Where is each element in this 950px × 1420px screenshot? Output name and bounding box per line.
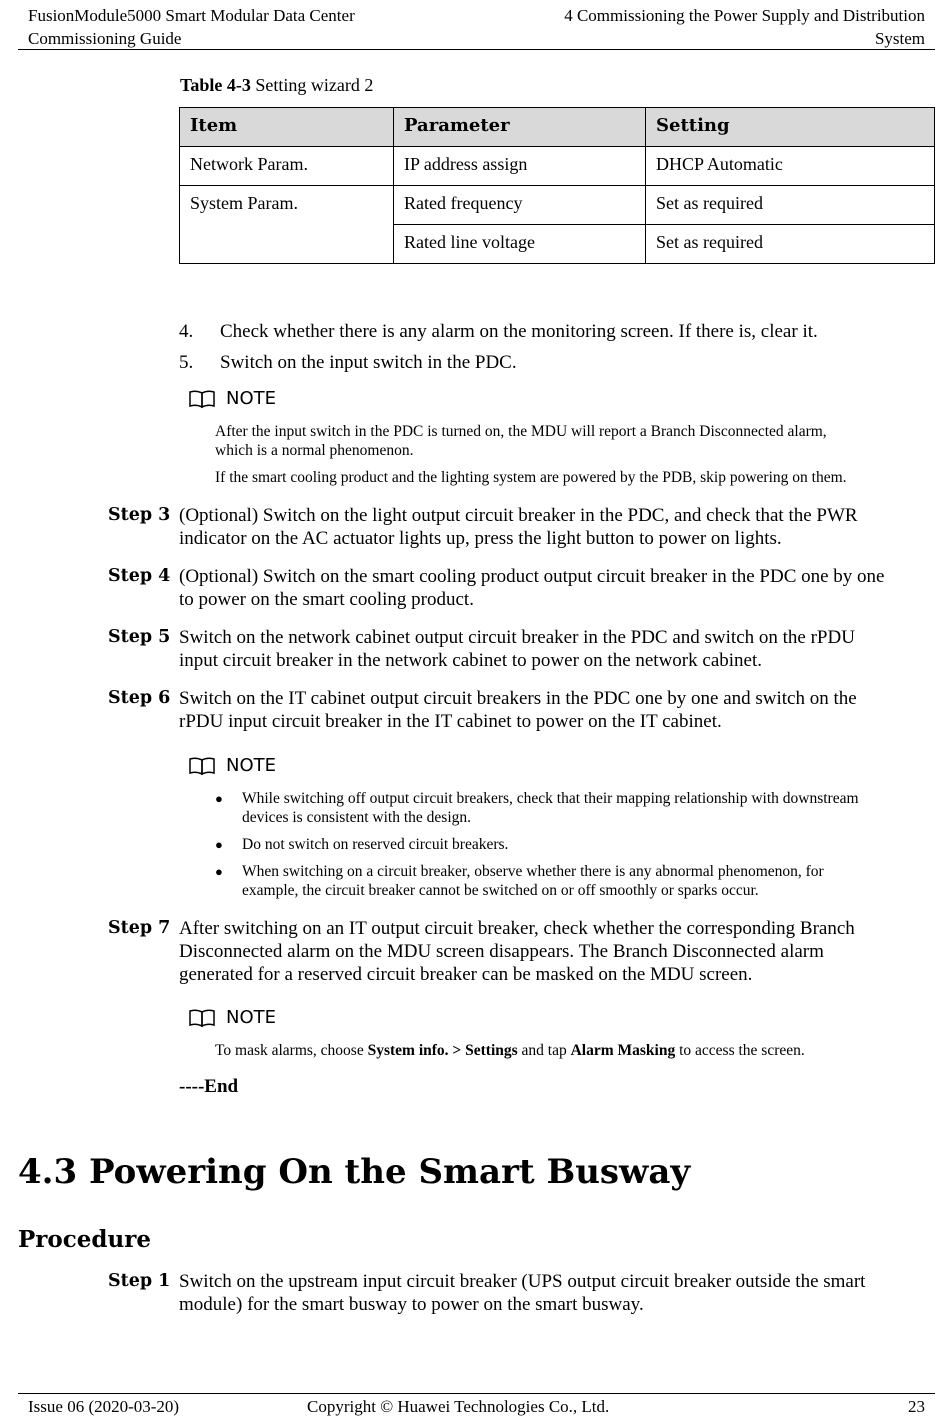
table-header-cell: Setting <box>646 108 935 147</box>
section-title: 4.3 Powering On the Smart Busway <box>18 1152 691 1192</box>
chapter-title-line: System <box>874 29 925 48</box>
list-item <box>215 835 930 854</box>
doc-title-line: FusionModule5000 Smart Modular Data Center <box>28 6 355 25</box>
book-icon <box>188 389 216 409</box>
list-item <box>215 789 930 827</box>
substep-number: 5. <box>179 352 194 373</box>
step-text-line: Switch on the upstream input circuit breaker (UPS output circuit breaker outside the smart <box>179 1271 866 1292</box>
note-label: NOTE <box>226 1007 277 1028</box>
bullet-icon: ● <box>215 791 223 806</box>
footer-rule <box>18 1393 935 1394</box>
table-caption-text: Setting wizard 2 <box>255 75 374 95</box>
table-cell: Set as required <box>646 186 935 225</box>
step-text-line: rPDU input circuit breaker in the IT cabinet to power on the IT cabinet. <box>179 711 722 732</box>
step-text <box>179 565 929 611</box>
substep-number: 4. <box>179 321 194 342</box>
bullet-icon: ● <box>215 837 223 852</box>
footer-copyright: Copyright © Huawei Technologies Co., Ltd. <box>307 1397 610 1416</box>
note-bullet-list <box>215 789 930 900</box>
table-cell: Network Param. <box>180 147 394 186</box>
end-marker: ----End <box>179 1076 239 1097</box>
note-text-line: While switching off output circuit breakers, check that their mapping relationship with downstream <box>242 790 859 807</box>
note-text-line: After the input switch in the PDC is turned on, the MDU will report a Branch Disconnected alarm, <box>215 423 827 440</box>
step-label: Step 5 <box>108 627 171 647</box>
setting-wizard-table <box>179 107 935 264</box>
note-text: and tap <box>517 1042 571 1059</box>
note-text-line: Do not switch on reserved circuit breakers. <box>242 836 509 853</box>
note-body <box>215 1041 930 1060</box>
menu-path: System info. > Settings <box>367 1042 518 1059</box>
book-icon <box>188 1008 216 1028</box>
list-item <box>215 862 930 900</box>
note-label: NOTE <box>226 755 277 776</box>
table-cell: DHCP Automatic <box>646 147 935 186</box>
note-text: to access the screen. <box>675 1042 805 1059</box>
chapter-title-line: 4 Commissioning the Power Supply and Distribution <box>564 6 925 25</box>
step-text-line: Disconnected alarm on the MDU screen disappears. The Branch Disconnected alarm <box>179 941 824 962</box>
footer-issue: Issue 06 (2020-03-20) <box>28 1397 180 1416</box>
table-row <box>180 186 935 225</box>
table-caption <box>180 75 373 96</box>
step-text <box>179 504 929 550</box>
step-text <box>179 626 929 672</box>
note-header <box>188 388 276 409</box>
note-text-line: When switching on a circuit breaker, observe whether there is any abnormal phenomenon, for <box>242 863 824 880</box>
table-header-row <box>180 108 935 147</box>
table-cell: System Param. <box>180 186 394 264</box>
step-label: Step 7 <box>108 918 171 938</box>
step-text-line: Switch on the IT cabinet output circuit breakers in the PDC one by one and switch on the <box>179 688 857 709</box>
table-cell: Set as required <box>646 225 935 264</box>
table-header-cell: Item <box>180 108 394 147</box>
step-text-line: Switch on the network cabinet output circuit breaker in the PDC and switch on the rPDU <box>179 627 855 648</box>
step-text-line: After switching on an IT output circuit breaker, check whether the corresponding Branch <box>179 918 855 939</box>
table-cell: Rated line voltage <box>394 225 646 264</box>
step-label: Step 1 <box>108 1271 171 1291</box>
note-text-line: If the smart cooling product and the lighting system are powered by the PDB, skip powering on them. <box>215 469 847 486</box>
note-text: To mask alarms, choose <box>215 1042 368 1059</box>
step-text-line: indicator on the AC actuator lights up, press the light button to power on lights. <box>179 528 782 549</box>
step-text-line: (Optional) Switch on the smart cooling product output circuit breaker in the PDC one by one <box>179 566 885 587</box>
note-header <box>188 1007 276 1028</box>
menu-item: Alarm Masking <box>570 1042 676 1059</box>
procedure-title: Procedure <box>18 1226 151 1253</box>
step-text <box>179 687 929 733</box>
step-text-line: to power on the smart cooling product. <box>179 589 474 610</box>
step-label: Step 3 <box>108 505 171 525</box>
note-text-line: devices is consistent with the design. <box>242 809 472 826</box>
note-header <box>188 755 276 776</box>
page-number: 23 <box>908 1397 925 1416</box>
step-text-line: (Optional) Switch on the light output circuit breaker in the PDC, and check that the PWR <box>179 505 858 526</box>
step-label: Step 4 <box>108 566 171 586</box>
header-rule <box>18 49 935 50</box>
step-text-line: module) for the smart busway to power on the smart busway. <box>179 1294 644 1315</box>
step-text <box>179 1270 929 1316</box>
table-row <box>180 147 935 186</box>
bullet-icon: ● <box>215 864 223 879</box>
step-text-line: input circuit breaker in the network cabinet to power on the network cabinet. <box>179 650 762 671</box>
table-caption-label: Table 4-3 <box>180 75 251 95</box>
running-header-left <box>28 4 355 50</box>
note-body <box>215 422 925 487</box>
substep-text: Check whether there is any alarm on the monitoring screen. If there is, clear it. <box>220 321 818 342</box>
book-icon <box>188 756 216 776</box>
table-cell: Rated frequency <box>394 186 646 225</box>
table-cell: IP address assign <box>394 147 646 186</box>
note-text-line: example, the circuit breaker cannot be switched on or off smoothly or sparks occur. <box>242 882 759 899</box>
note-label: NOTE <box>226 388 277 409</box>
step-text <box>179 917 929 986</box>
step-text-line: generated for a reserved circuit breaker can be masked on the MDU screen. <box>179 964 753 985</box>
running-header-right <box>564 4 925 50</box>
step-label: Step 6 <box>108 688 171 708</box>
substep-text: Switch on the input switch in the PDC. <box>220 352 517 373</box>
table-header-cell: Parameter <box>394 108 646 147</box>
doc-title-line: Commissioning Guide <box>28 29 182 48</box>
note-text-line: which is a normal phenomenon. <box>215 442 414 459</box>
